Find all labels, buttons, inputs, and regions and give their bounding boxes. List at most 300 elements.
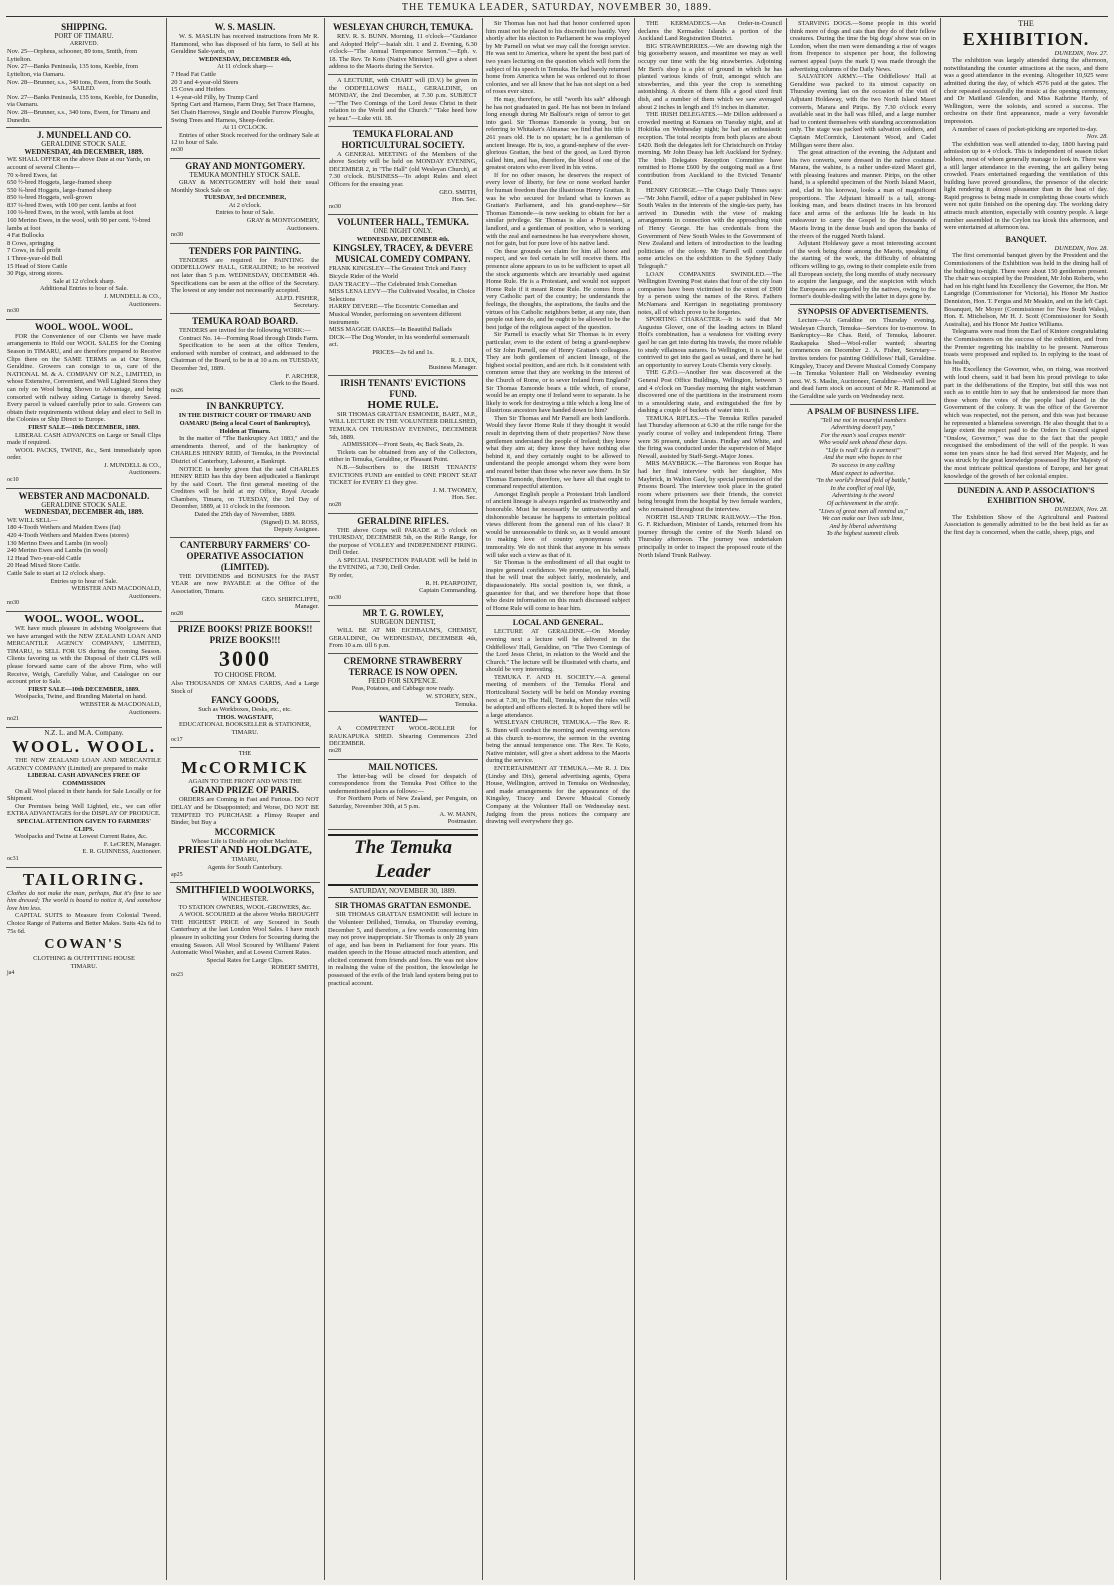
ad-body: THE above Corps will PARADE at 3 o'clock on THURSDAY, DECEMBER 5th, on the Rifle Range, for the purpose of VOLLEY and INDEPENDENT FIRING. Drill Order.: [329, 526, 477, 557]
article-paragraph: Sir Thomas is the embodiment of all that ought to inspire general confidence. We promise, on his behalf, that he will treat the subject fairly, moderately, and dispassionately. His social position is, we think, a guarantee for that, and we therefore hope that those who desire information on this much discussed subject of Home Rule will come to hear him.: [486, 559, 630, 612]
ad-line: Cattle Sale to start at 12 o'clock sharp.: [7, 570, 106, 577]
ad-body: WE have much pleasure in advising Woolgrowers that we have arranged with the NEW ZEALAND LOAN AND MERCANTILE AGENCY COMPANY, LIMITED, TIMARU, to SELL FOR US during the coming Season. Clients favoring us with the Disposal of their CLIPS will please forward same care of the above Firm, who will Receive, Weigh, Carefully Value, and Catalogue on our account prior to Sale.: [7, 624, 161, 686]
dateline: DUNEDIN, Nov. 28.: [1054, 244, 1108, 252]
shipping-line: Nov. 28—Brunner, s.s., 340 tons, Ewen, from the South.: [7, 78, 152, 86]
poem-title: A PSALM OF BUSINESS LIFE.: [790, 404, 936, 417]
ad-body: Peas, Potatoes, and Cabbage now ready.: [351, 685, 455, 693]
ad-subtitle: ONE NIGHT ONLY.: [373, 227, 433, 236]
ad-title: W. S. MASLIN.: [214, 22, 276, 32]
poem-line: And by liberal advertising: [829, 522, 897, 530]
column-7: [944, 20, 1108, 1580]
ad-body: FOR the Convenience of our Clients we have made arrangements to Hold our WOOL SALES for the Coming Season in TIMARU, and are therefore prepared to Receive Clips there on the SAME TERMS as at Our Stores, Geraldine. Growers can consign to us, care of the NATIONAL M. & A. COMPANY OF N.Z., LIMITED, in whose Extensive, Convenient, and Well Lighted Stores they can rely on Wool being Shown to Advantage, and being consorted with railway siding Cartage is thereby Saved. Every parcel is valued carefully prior to sale. Growers can obtain their requirements without delay and elect to Sell in the Colonies or Ship Direct to Europe.: [7, 332, 161, 424]
ad-subtitle: SURGEON DENTIST,: [370, 618, 436, 627]
ad-line: 130 Merino Ewes and Lambs (in wool): [7, 539, 108, 547]
poem-line: We can make our lives sub lime,: [822, 515, 904, 523]
ad-line: 650 ½-bred Hoggets, large-framed sheep: [7, 179, 112, 187]
news-paragraph: A number of cases of pocket-picking are reported to-day.: [952, 125, 1098, 133]
bankruptcy-notice: [170, 399, 320, 538]
ad-signature: GRAY & MONTGOMERY,: [246, 217, 319, 225]
ad-line: 20 3 and 4-year-old Steers: [171, 78, 239, 86]
ad-signature-role: Auctioneers.: [128, 708, 161, 716]
ad-title: SMITHFIELD WOOLWORKS,: [175, 885, 315, 897]
ad-signature: GEO. SHIRTCLIFFE,: [261, 595, 319, 603]
ad-body: A COMPETENT WOOL-ROLLER for RAUKAPUKA SHED. Shearing Commences 23rd DECEMBER.: [329, 725, 477, 748]
ad-body: On all Wool placed in their hands for Sale Locally or for Shipment.: [7, 787, 161, 803]
ad-body: W. S. MASLIN has received instructions from Mr R. Hammond, who has disposed of his farm, to Sell at his Geraldine Sale-yards, on: [171, 33, 319, 56]
page-header: THE TEMUKA LEADER, SATURDAY, NOVEMBER 30, 1889.: [401, 2, 713, 13]
ad-ref: no30: [171, 232, 183, 239]
tenders-painting-ad: [170, 244, 320, 314]
prize-books-ad: [170, 622, 320, 748]
ad-title: TEMUKA FLORAL AND HORTICULTURAL SOCIETY.: [341, 128, 465, 150]
ad-time: At 11 O'CLOCK.: [222, 124, 268, 132]
ad-headline: McCORMICK: [181, 757, 309, 777]
ad-ref: ap25: [171, 871, 183, 878]
ad-signature: (Signed) D. M. ROSS,: [261, 518, 319, 526]
news-paragraph: WESLEYAN CHURCH, TEMUKA.—The Rev. R. S. Bunn will conduct the morning and evening services at this church to-morrow, the sermon in the evening being the annual temperance one. The Rev. Te Koto, Native minister, will give a short address to the Maoris during the service.: [486, 719, 630, 765]
ad-line: Sale at 12 o'clock sharp.: [52, 277, 116, 285]
ad-line: Spring Cart and Harness, Farm Dray, Set Trace Harness, Set Chain Harrows, Single and Double Furrow Ploughs, Swing Trees and Harness, Sheep-feeder.: [171, 101, 316, 124]
ad-highlight: LIBERAL CASH ADVANCES FREE OF COMMISSION: [27, 772, 141, 788]
news-paragraph: MRS MAYBRICK.—The Baroness von Roque has had her final interview with her daughter, Mrs Maybrick, in Walton Gaol, by special permission of the Prisons Board. The interview took place in the grated room where prisoners see their friends, the convict being brought from the hospital by two female warders, who remained throughout the interview.: [638, 460, 782, 513]
ad-title: MAIL NOTICES.: [368, 761, 438, 772]
cremorne-ad: [328, 654, 478, 712]
ad-headline: TAILORING.: [22, 869, 146, 889]
sailed-label: SAILED.: [72, 86, 96, 93]
news-paragraph: Telegrams were read from the Earl of Kintore congratulating the Commissioners on the success of the exhibition, and from the Premier regretting his inability to be present. Numerous toasts were proposed and replied to. In replying to the toast of his health,: [944, 328, 1108, 366]
floral-society-ad: [328, 127, 478, 216]
issue-date: SATURDAY, NOVEMBER 30, 1889.: [328, 888, 478, 899]
ad-subtitle: TO STATION OWNERS, WOOL-GROWERS, &c.: [178, 903, 312, 911]
ad-subtitle: AGAIN TO THE FRONT AND WINS THE: [188, 777, 302, 785]
ad-line: Additional Entries to hour of Sale.: [39, 285, 129, 293]
news-paragraph: The exhibition was largely attended during the afternoon, notwithstanding the counter attractions at the races, and there was a good attendance in the evening. Altogether 10,925 were admitted during the day, of which 4576 paid at the gates. The choir repeated successfully the music at the opening ceremony, and Dr Maitland Glendon, and Miss Kathrine Hardy, of Wellington, were the soloists, and scored a success. The orchestra on their first appearance, made a very favorable impression.: [944, 57, 1108, 125]
ad-line: 12 Head Two-year-old Cattle: [7, 554, 82, 562]
wesleyan-church-ad: [328, 20, 478, 75]
ad-title: WEBSTER AND MACDONALD.: [18, 490, 150, 501]
ad-title: PRIZE BOOKS! PRIZE BOOKS!! PRIZE BOOKS!!!: [177, 624, 313, 646]
ad-body: REV. R. S. BUNN. Morning, 11 o'clock—"Guidance and Adopted Help"—Isaiah xlii. 1 and 2. Evening, 6.30 o'clock—"The Annual Temperance Sermon."—Eph. v. 18. The Rev. Te Koto (Native Minister) will give a short address to the Maoris during the Service.: [329, 33, 477, 71]
shipping-notice: [6, 20, 162, 128]
ad-signature-role: EDUCATIONAL BOOKSELLER & STATIONER, TIMARU.: [178, 721, 312, 736]
tailoring-ad: [6, 868, 162, 981]
poem-line: Advertising is the sword: [832, 492, 894, 500]
ad-line: 7 Cows, in full profit: [7, 247, 61, 255]
road-board-ad: [170, 314, 320, 399]
ad-line: 7 Head Fat Cattle: [171, 70, 216, 78]
ad-highlight: GRAND PRIZE OF PARIS.: [190, 785, 299, 796]
ad-highlight: FANCY GOODS,: [211, 695, 279, 706]
article-paragraph: He may, therefore, be still "worth his salt" although he has not graduated in gaol. He has not been in Ireland long enough during Mr Balfour's reign of terror to get into gaol. Sir Thomas Esmonde is young, but on referring to Whitaker's Almanac we find that his title is 261 years old. He is no upstart; he is a gentleman of ancient lineage. He is, too, a grand-nephew of the ever-glorious Grattan, the best of the good, as Lord Byron called him, and has, therefore, the blood of one of the greatest orators who ever lived in his veins.: [486, 95, 630, 172]
ad-signature-role: Secretary.: [293, 302, 319, 310]
ad-body: A GENERAL MEETING of the Members of the above Society will be held on MONDAY EVENING, DECEMBER 2, in "The Hall" (old Wesleyan Church), at 7.30 o'clock. BUSINESS—To adopt Rules and elect Officers for the ensuing year.: [329, 150, 477, 188]
dateline: Nov. 28.: [1086, 133, 1108, 141]
smithfield-ad: [170, 883, 320, 983]
ad-body: Contract No. 14—Forming Road through Dinds Farm.: [179, 334, 319, 342]
ad-body: THE NEW ZEALAND LOAN AND MERCANTILE AGENCY COMPANY (Limited) are prepared to make: [7, 757, 161, 772]
ad-ref: oc17: [171, 736, 183, 743]
news-paragraph: HENRY GEORGE.—The Otago Daily Times says:—"Mr John Farrell, editor of a paper published in New South Wales in the interests of the single-tax party, has arrived in Dunedin with the view of making arrangements in connection with the approaching visit of Henry George. He has credentials from the Government of New South Wales to the Government of New Zealand and letters of introduction to the leading politicians of the colony. Mr Farrell will contribute some articles on the exhibition to the Sydney Daily Telegraph.": [638, 187, 782, 270]
header-rule: [6, 16, 1108, 17]
ad-line: 160 Merino Ewes, in the wool, with 90 per cent. ½-bred lambs at foot: [7, 217, 151, 232]
ad-title: N.Z. L. and M.A. Company.: [44, 728, 124, 737]
ad-line: 240 Merino Ewes and Lambs (in wool): [7, 547, 108, 555]
ad-headline: KINGSLEY, TRACEY, & DEVERE MUSICAL COMEDY COMPANY.: [333, 243, 473, 265]
wool-sales-ad: [6, 320, 162, 489]
ad-date: FIRST SALE—10th DECEMBER, 1889.: [28, 685, 140, 693]
shipping-port: PORT OF TIMARU.: [54, 32, 114, 40]
ad-line: 30 Pigs, strong stores.: [7, 270, 64, 278]
column-divider: [482, 18, 483, 1580]
ad-signature-role: Hon. Sec.: [451, 196, 477, 204]
ad-ref: no28: [171, 610, 183, 617]
ad-ref: no23: [171, 972, 183, 979]
ad-signature-role: Auctioneers.: [128, 300, 161, 308]
ad-date: WEDNESDAY, 4th DECEMBER, 1889.: [24, 147, 144, 156]
ad-body: Woolpacks and Twine at Lowest Current Rates, &c.: [15, 833, 148, 841]
ad-line: 20 Head Mixed Store Cattle.: [7, 562, 81, 570]
ad-subtitle: GERALDINE STOCK SALE.: [41, 140, 127, 149]
mundell-stock-sale-ad: [6, 128, 162, 320]
ad-body: Special Rates for Large Clips.: [206, 956, 284, 964]
ad-line: 837 ¼-bred Ewes, with 100 per cent. lambs at foot: [7, 201, 137, 209]
news-paragraph: SPORTING CHARACTER.—It is said that Mr Augustus Glover, one of the leading actors in Bland Holt's combination, has a weakness for visiting every gaol he can get into during his travels, the more reliable to study villainous natures. In Wellington, it is said, he contrived to get into the gaol as usual, and there he had an opportunity to survey Louis Chemis very closely.: [638, 316, 782, 369]
article-paragraph: On these grounds we claim for him all honor and respect, and we feel certain he will receive them. His presence alone appears to us to be sufficient to upset all the stock arguments which are invariably used against Home Rule. He is a Protestant, and would not support Home Rule if it meant Rome Rule. He comes from a very Catholic part of the country; he understands the feelings, the thoughts, the aspirations, the faults and the virtues of his Catholic neighbors better, at any rate, than people out here do, and he ought to be allowed to be the best judge of the religious aspect of the question.: [486, 247, 630, 331]
ad-title: MR T. G. ROWLEY,: [362, 608, 444, 619]
ad-line: 1 Three-year-old Bull: [7, 255, 63, 263]
column-6: [790, 20, 936, 1580]
ad-signature: WEBSTER & MACDONALD,: [79, 700, 161, 708]
news-paragraph: THE IRISH DELEGATES.—Mr Dillon addressed a crowded meeting at Kumara on Tuesday night, and at Hokitika on Wednesday night; he had an enthusiastic reception. The total receipts from both places are about £420. Both the delegates left for Christchurch on Friday morning. Mr John Deasy has left Auckland for Sydney. The Irish Delegates Reception Committee have remitted to Home £600 by the outgoing mail as a first contribution from Auckland to the Evicted Tenants' Fund.: [638, 111, 782, 187]
shipping-line: Nov. 27—Banks Peninsula, 135 tons, Keeble, for Dunedin, via Oamaru.: [7, 93, 159, 109]
news-paragraph: THE KERMADECS.—An Order-in-Council declares the Kermadec Islands a portion of the Auckland Land Registration District.: [638, 20, 782, 43]
ad-subtitle: FEED FOR SIXPENCE.: [368, 676, 438, 685]
ad-body: N.B.—Subscribers to the IRISH TENANTS' EVICTIONS FUND are entitled to ONE FRONT SEAT TICKET for EVERY £1 they give.: [329, 463, 477, 487]
column-divider: [166, 18, 167, 1580]
article-paragraph: If for no other reason, he deserves the respect of every lover of liberty, for few or none worked harder for human freedom than the illustrious Henry Grattan. It was he who secured for Ireland what is known as Grattan's Parliament, and his grand-nephew—Sir Thomas Esmonde—is now seeking to obtain for her a similar privilege. Sir Thomas is also a Protestant, a landlord, and a gentleman of position, who is working with the zeal and earnestness he has everywhere shown, not for gain, but for pure love of his native land.: [486, 171, 630, 248]
wanted-ad: [328, 712, 478, 759]
ad-title: TENDERS FOR PAINTING.: [188, 245, 302, 256]
ad-signature: R. H. PEARPOINT,: [425, 579, 477, 587]
ad-line: 15 Head of Store Cattle: [7, 262, 68, 270]
ad-signature-role: Deputy Assignee.: [273, 526, 319, 534]
news-paragraph: The Exhibition Show of the Agricultural and Pastoral Association is generally admitted to be the best held as far as the first day is concerned, when the cattle, sheep, pigs, and: [944, 513, 1108, 537]
ad-body: Entries of other Stock received for the ordinary Sale at 12 to hour of Sale.: [171, 131, 319, 147]
ad-signature-role: Business Manager.: [428, 364, 477, 372]
dateline: DUNEDIN, Nov. 28.: [1054, 506, 1108, 514]
ad-prefix: THE: [238, 750, 252, 758]
news-paragraph: The great attraction of the evening, the Adjutant and his two converts, were dressed in the native costume. Marara, the wahine, is a rather under-sized Maori girl, with pleasing features and manner. Pirips, on the other hand, is a splendid specimen of the North Island Maori, and, clad in his korowai, looks a man of magnificent proportions. The Adjutant himself is a tall, strong-looking man, and bears distinct traces in his bronzed face and arms of the arduous life he leads in his endeavour to carry the Gospel to the thousands of Maoris living in the dense bush and upon the banks of the rivers of the rugged North Island.: [790, 149, 936, 240]
poem-line: Who would seek ahead these days.: [818, 439, 908, 447]
news-paragraph: TEMUKA F. AND H. SOCIETY.—A general meeting of members of the Temuka Floral and Horticultural Society will be held on Monday evening next at 7.30, in The Hall, Temuka, when the rules will be adopted and officers elected. It is hoped there will be a large attendance.: [486, 673, 630, 719]
poem-line: "In the world's broad field of battle,": [815, 477, 911, 485]
ad-subtitle: CLOTHING & OUTFITTING HOUSE: [33, 955, 135, 963]
shipping-line: Nov. 27—Banks Peninsula, 135 tons, Keeble, from Lyttelton, via Oamaru.: [7, 63, 138, 78]
ad-date: WEDNESDAY, DECEMBER 4th, 1889.: [24, 508, 144, 517]
ad-headline: 3000: [219, 646, 271, 672]
webster-stock-sale-ad: [6, 489, 162, 612]
ad-ref: ja4: [7, 970, 15, 977]
ad-line: Entries up to hour of Sale.: [50, 577, 118, 585]
ad-signature: A. W. MANN,: [439, 810, 477, 818]
ad-title: CANTERBURY FARMERS' CO-OPERATIVE ASSOCIATION (LIMITED).: [179, 539, 311, 572]
ad-body: A WOOL SCOURED at the above Works BROUGHT THE HIGHEST PRICE of any Scoured in South Canterbury at the last London Wool Sales. I have much pleasure in soliciting your Orders for Scouring during the ensuing Season. All Wool Scoured by Williams' Patent Automatic Wool Washer, and at Lowest Current Rates.: [171, 911, 319, 957]
maslin-ad: [170, 20, 320, 159]
ad-body: Our Premises being Well Lighted, etc., we can offer EXTRA ADVANTAGES for the DISPLAY OF PRODUCE.: [7, 802, 161, 818]
section-title: LOCAL AND GENERAL.: [486, 615, 630, 628]
ad-verse: Clothes do not make the man, perhaps, But it's fine to see him dressed; The world is bound to notice it, And somehow love him less.: [7, 889, 161, 912]
ad-body: Also THOUSANDS OF XMAS CARDS, And a Large Stock of: [171, 680, 319, 695]
ad-body: The letter-bag will be closed for despatch of correspondence from the Temuka Post Office to the undermentioned places as follows:—: [329, 772, 477, 795]
ad-highlight: SPECIAL ATTENTION GIVEN TO FARMERS' CLIPS.: [16, 818, 152, 833]
ad-ref: no21: [7, 716, 19, 723]
ad-title: WESLEYAN CHURCH, TEMUKA.: [332, 22, 474, 32]
ad-signature-role: Auctioneers.: [128, 469, 161, 477]
ad-line: FRANK KINGSLEY—The Greatest Trick and Fancy Bicycle Rider of the World: [329, 265, 467, 281]
ad-body: Woolpacks, Twine, and Branding Material on hand.: [15, 693, 147, 701]
ad-time: At 2 o'clock.: [228, 201, 262, 209]
ad-signature: PRIEST AND HOLDGATE,: [178, 844, 312, 857]
ad-signature: F. LeCREN, Manager.: [103, 840, 161, 848]
poem-line: "Tell me not in mournful numbers: [819, 416, 907, 424]
column-2: [170, 20, 320, 1580]
ad-title: WOOL. WOOL. WOOL.: [24, 612, 144, 625]
poem-line: "Life is real! Life is earnest!": [825, 446, 901, 454]
ad-prices: PRICES—2s 6d and 1s.: [372, 349, 434, 356]
ad-ref: oc10: [7, 477, 19, 484]
ad-line: 100 ¼-bred Ewes, in the wool, with lambs at foot: [7, 209, 134, 217]
article-paragraph: Amongst English people a Protestant Irish landlord of ancient lineage is always regarded as trustworthy and honorable. Must he necessarily be untrustworthy and dishonorable because he happens to entertain political views different from the general run of his class? It would be unreasonable to think so, as it would amount to making love of country synonymous with immorality. We do not think that anyone in his senses will take such a view as that of it.: [486, 490, 630, 559]
poem-line: In the conflict of real life,: [830, 484, 896, 492]
ad-signature-role: Auctioneers.: [128, 592, 161, 600]
column-3: [328, 20, 478, 1580]
ad-signature: W. STOREY, SEN.,: [425, 693, 477, 700]
news-paragraph: THE G.P.O.—Another fire was discovered at the General Post Office Buildings, Wellington, between 3 and 4 o'clock on Tuesday morning the night watchman discovered one of the partitions in the instrument room in a smouldering state, and extinguished the fire by dashing a couple of buckets of water into it.: [638, 369, 782, 415]
shipping-line: Nov. 25—Orpheus, schooner, 89 tons, Smith, from Lyttelton.: [7, 48, 138, 63]
leader-headline: SIR THOMAS GRATTAN ESMONDE.: [334, 901, 472, 911]
news-paragraph: STARVING DOGS.—Some people in this world think more of dogs and cats than they do of their fellow creatures. During the time the big dogs' show was on in London, when the men were demanding a rise of wages from fivepence to sixpence per hour, the following earnest appeal (says the mark I) was made through the advertising columns of the Daily News.: [790, 20, 936, 73]
poem-line: Advertising doesn't pay,": [831, 424, 895, 432]
ad-body: Whose Life is Double any other Machine.: [191, 837, 299, 845]
ad-title: TEMUKA ROAD BOARD.: [192, 316, 298, 326]
ad-ref: no30: [171, 146, 183, 153]
ad-headline: HOME RULE.: [367, 398, 439, 411]
ad-body: SIR THOMAS GRATTAN ESMONDE, BART., M.P., WILL LECTURE IN THE VOLUNTEER DRILLSHED, TEMUKA ON THURSDAY EVENING, DECEMBER 5th, 1889.: [329, 410, 477, 441]
ad-body: ORDERS are Coming in Fast and Furious. DO NOT DELAY and be Disappointed; and Worse, DO NOT BE TEMPTED TO PURCHASE a Flimsy Reaper and Binder, but Buy a: [171, 796, 319, 827]
section-title: SYNOPSIS OF ADVERTISEMENTS.: [790, 304, 936, 317]
comedy-company-ad: [328, 215, 478, 376]
ad-title: J. MUNDELL AND CO.: [37, 130, 131, 141]
ad-ref: no28: [329, 747, 341, 754]
ad-line: MISS MAGGIE OAKES—In Beautiful Ballads: [329, 326, 452, 334]
ad-time: At 11 o'clock sharp—: [217, 63, 273, 71]
poem-line: Must expect to advertise.: [831, 469, 895, 477]
ad-subtitle: WINCHESTER.: [221, 895, 269, 904]
ad-body: In the matter of "The Bankruptcy Act 1883," and the amendments thereof, and of the bankruptcy of CHARLES HENRY REID, of Temuka, in the Provincial District of Canterbury, Labourer, a Bankrupt.: [171, 435, 319, 465]
leader-paragraph: SIR THOMAS GRATTAN ESMONDE will lecture in the Volunteer Drillshed, Temuka, on Thursday evening, December 5, and therefore, a few words concerning him may not prove inappropriate. Sir Thomas is only 28 years of age, and has been in Parliament for four years. His maiden speech in the House attracted much attention, and elicited comment from friends and foes. He was not slow in realising the value of the position, the knowledge he possessed of the evils of the Irish land system being put to practical account.: [328, 911, 478, 987]
ad-signature: E. R. GUINNESS, Auctioneer.: [82, 848, 161, 856]
ad-signature: THOS. WAGSTAFF,: [216, 713, 274, 721]
ad-title: CREMORNE STRAWBERRY TERRACE IS NOW OPEN.: [343, 655, 463, 677]
ad-date: WEDNESDAY, DECEMBER 4th.: [356, 235, 450, 243]
poem-line: Of achievement in the strife.: [826, 500, 900, 508]
ad-line: HARRY DEVERE—The Eccentric Comedian and Musical Wonder, performing on seventeen different instruments: [329, 303, 462, 326]
ad-line: DAN TRACEY—The Celebrated Irish Comedian: [329, 280, 457, 288]
ad-signature: J. MUNDELL & CO.,: [104, 293, 161, 300]
poem-line: To the highest summit climb.: [826, 530, 900, 538]
column-divider: [786, 18, 787, 1580]
ad-ref: no26: [171, 387, 183, 394]
ad-body: TENDERS are required for PAINTING the ODDFELLOWS' HALL, GERALDINE; to be received not later than 5 p.m. WEDNESDAY, DECEMBER 4th. Specifications can be seen at the office of the Secretary. The lowest or any tender not necessarily accepted.: [171, 256, 319, 295]
ad-body: THE DIVIDENDS and BONUSES for the PAST YEAR are now PAYABLE at the Office of the Association, Timaru.: [171, 572, 319, 596]
ad-signature: ALFD. FISHER,: [275, 294, 319, 302]
news-paragraph: TEMUKA RIFLES.—The Temuka Rifles paraded last Thursday afternoon at 6.30 at the rifle range for the yearly course of volley and independent firing. There were 36 present, under Lieuts. Findlay and White, and the firing was conducted under the supervision of Major Newall, assisted by Staff-Sergt.-Major Jones.: [638, 414, 782, 460]
poem-line: And the man who hopes to rise: [823, 454, 903, 462]
newspaper-nameplate: The Temuka Leader: [328, 834, 478, 886]
ad-ref: no28: [329, 501, 341, 508]
ad-signature-role: Hon. Sec.: [451, 494, 477, 502]
ad-signature-role: Temuka.: [454, 700, 477, 708]
mccormick-ad: [170, 748, 320, 883]
ad-signature: J. MUNDELL & CO.,: [104, 461, 161, 469]
article-paragraph: Sir Parnell is exactly what Sir Thomas is in every particular, even to the extent of being a grand-nephew of Sir John Parnell, one of Henry Grattan's colleagues. They are both gentlemen of ancient lineage, of the highest social position, and are rich. Is it consistent with common sense that they are working in the interest of the Church of Rome, or to sever Ireland from England? Sir Thomas Esmonde bears a title which, of course, would be an empty one if Ireland were to separate. Is he likely to work for destroying a title which a long line of illustrious ancestors have handed down to him?: [486, 331, 630, 415]
news-paragraph: Lecture—At Geraldine on Thursday evening. Wesleyan Church, Temuka—Services for to-morrow. In Bankruptcy—Re Chas. Reid, of Temuka, labourer. Raukapuka Shed—Wool-roller wanted; shearing commences on December 2. A. Fisher, Secretary—Invites tenders for painting Oddfellows' Hall, Geraldine. Kingsley, Tracey and Devere Musical Comedy Company—In Temuka Volunteer Hall on Wednesday evening next. W. S. Maslin, Auctioneer, Geraldine—Will sell live and dead farm stock on account of Mr R. Hammond at the Geraldine sale yards on Wednesday next.: [790, 316, 936, 400]
column-5: [638, 20, 782, 1580]
ad-body: Tickets can be obtained from any of the Collectors, either in Temuka, Geraldine, or Pleasant Point.: [329, 448, 477, 464]
ad-line: 70 x-bred Ewes, fat: [7, 171, 58, 179]
ad-ref: no30: [7, 600, 19, 607]
ad-ref: no30: [329, 203, 341, 210]
ad-body: GRAY & MONTGOMERY will hold their usual Monthly Stock Sale on: [171, 179, 319, 194]
ad-title: GRAY AND MONTGOMERY.: [185, 160, 305, 171]
ad-body: NOTICE is hereby given that the said CHARLES HENRY REID has this day been adjudicated a Bankrupt by the said Court. The first general meeting of the Creditors will be held at my Office, Royal Arcade Chambers, Timaru, on TUESDAY, the 3rd Day of December, 1889, at 11 o'clock in the forenoon.: [171, 465, 319, 511]
ad-subtitle: TEMUKA MONTHLY STOCK SALE.: [189, 170, 301, 179]
ad-body: Entries to hour of Sale.: [215, 209, 275, 217]
ad-signature: R. J. DIX,: [450, 356, 477, 364]
ad-prices: ADMISSION—Front Seats, 4s; Back Seats, 2s.: [342, 441, 464, 449]
ad-signature-role: Clerk to the Board.: [270, 380, 319, 388]
gray-montgomery-ad: [170, 159, 320, 244]
ad-title: GERALDINE RIFLES.: [357, 515, 449, 526]
shipping-title: SHIPPING.: [61, 22, 107, 32]
home-rule-lecture-ad: [328, 376, 478, 514]
ad-body: LIBERAL CASH ADVANCES on Large or Small Clips made if required.: [7, 431, 161, 447]
ad-date: Dated the 25th day of November, 1889.: [194, 511, 296, 519]
ad-body: Such as Workboxes, Desks, etc., etc.: [198, 706, 292, 714]
ad-body: WOOL PACKS, TWINE, &c., Sent immediately upon order.: [7, 446, 161, 462]
ad-signature: GEO. SMITH,: [439, 188, 477, 196]
ad-ref: oc31: [7, 856, 19, 862]
ad-line: 180 4-Tooth Wethers and Maiden Ewes (fat): [7, 524, 121, 532]
poem-line: To success in any calling: [831, 462, 895, 470]
news-paragraph: His Excellency the Governor, who, on rising, was received with loud cheers, said it had been his proud privilege to take part in the deliberations of the Empire, but still this was not such as to entitle him to say that he understood far more than those whom the votes of the people had placed in the Government of the colony. It was the office of the Governor which was respected, not the person, and this was just because he represented a blameless sovereign. He also thought that to a large extent the respect paid to the Orders in Council signed "Onslow, Governor," was due to the fact that the people recognised the embodiment of the will of the people. It was some ten years since he had first served Her Majesty, and he was struck by the great knowledge possessed by Her Majesty of the most intricate political questions of Europe, and her great knowledge of the growth of her colonial empire.: [944, 366, 1108, 480]
ad-town: TIMARU,: [231, 856, 259, 864]
news-paragraph: LECTURE AT GERALDINE.—On Monday evening next a lecture will be delivered in the Oddfellows' Hall, Geraldine, on "The Two Comings of the Lord Jesus Christ, in relation to the World and the Church." The lecture will be illustrated with charts, and should be very interesting.: [486, 628, 630, 674]
ad-date: WEDNESDAY, DECEMBER 4th,: [198, 55, 292, 63]
article-paragraph: Sir Thomas has not had that honor conferred upon him must not be placed to his discredit too hastily. Very shortly after his election to Parliament he was employed by Mr Parnell on what we may call the foreign service. He was sent to America, where he spent the best part of two years lecturing on the question which will form the subject of his speech in Temuka. He had barely returned home from America when he was ordered out to those colonies, and we all know that he has not slept on a bed of roses ever since.: [486, 20, 630, 96]
ad-body: Specification to be seen at the office Tenders, endorsed with number of contract, and addressed to the Chairman of the Board, to be in at 10 a.m. on TUESDAY, December 3rd, 1889.: [171, 342, 319, 372]
dateline: DUNEDIN, Nov. 27.: [1054, 49, 1108, 57]
nzla-ad: [6, 728, 162, 868]
ad-subtitle: TO CHOOSE FROM.: [213, 671, 277, 680]
section-headline: EXHIBITION.: [962, 28, 1090, 49]
news-paragraph: NORTH ISLAND TRUNK RAILWAY.—The Hon. G. F. Richardson, Minister of Lands, returned from his journey through the centre of the North Island on Thursday afternoon. The journey was undertaken principally in order to inspect the proposed route of the North Island Trunk Railway.: [638, 513, 782, 559]
ad-body: A SPECIAL INSPECTION PARADE will be held in the EVENING, at 7.30, Drill Order.: [329, 556, 477, 572]
ad-line: WE WILL SELL—: [7, 516, 58, 524]
dentist-ad: [328, 606, 478, 653]
poem-line: For the man's soul crapes mentir: [820, 431, 906, 439]
news-paragraph: The first ceremonial banquet given by the President and the Commissioners of the Exhibition was held in the dining hall of the building to-night. There were about 150 gentlemen present. The chair was occupied by the President, Mr John Roberts, who had on his right hand his Excellency the Governor, the Hon. Mr Langridge (Commissioner for Victoria), his Honor Mr Justice Denniston, Hon. T. Fergus and Mr Meakin, and on the left Capt. Bosanquet, Mr Moyer (Commissioner for New South Wales), Hon. E. Mitchelson, Mr H. J. Scott (Commissioner for South Australia), and his Honor Mr Justice Williams.: [944, 252, 1108, 328]
ad-subtitle: GERALDINE STOCK SALE.: [41, 500, 127, 509]
ad-title: IN BANKRUPTCY.: [206, 401, 284, 412]
column-1: [6, 20, 162, 1580]
ad-body: CAPITAL SUITS to Measure from Colonial Tweed. Choice Range of Patterns and Better Makes. Suits 42s 6d to 75s 6d.: [7, 912, 161, 935]
ad-signature-role: Auctioneers.: [286, 224, 319, 232]
ad-headline: WOOL. WOOL.: [11, 737, 156, 757]
ad-body: TENDERS are invited for the following WORK:—: [179, 327, 311, 334]
canterbury-farmers-ad: [170, 538, 320, 623]
ad-town: TIMARU.: [70, 962, 98, 970]
ad-title: WANTED—: [378, 714, 428, 725]
lecture-ad: [328, 75, 478, 127]
arrived-label: ARRIVED.: [69, 40, 99, 47]
ad-signature-role: Postmaster.: [447, 818, 477, 826]
news-paragraph: The exhibition was well attended to-day, 1800 having paid admission up to 4 o'clock. This is independent of season ticket holders, most of whom generally manage to look in. There was a still larger attendance in the evening, the art gallery being crowded. Fears entertained regarding the ventilation of this building have proved groundless, the presence of the electric light rendering it almost pleasanter than in the heat of day. Rapid progress is being made in completing those courts which were not quite finished on the opening day. The working dairy attracts much attention, especially with country people. A large number assembled in the Ceylon tea kiosk this afternoon, and were entertained at afternoon tea.: [944, 140, 1108, 232]
ad-ref: no30: [7, 308, 19, 315]
ad-signature: J. M. TWOMEY,: [433, 486, 477, 494]
section-title: DUNEDIN A. AND P. ASSOCIATION'S EXHIBITION SHOW.: [944, 483, 1108, 506]
ad-body: WILL BE AT MR EICHBAUM'S, CHEMIST, GERALDINE, On WEDNESDAY, DECEMBER 4th, From 10 a.m. till 6 p.m.: [329, 627, 477, 650]
news-paragraph: BIG STRAWBERRIES.—We are drawing nigh the big gooseberry season, and meantime we may as well occupy our time with the big strawberries. Adjoining Mr Beri's shop is a plot of ground in which he has planted various kinds of fruit, amongst which are strawberries, and this year the crop is something astonishing. A dozen of them fills a good sized fruit dish, and a number of them which we saw averaged about 2 inches in length and 1½ inches in diameter.: [638, 42, 782, 111]
ad-signature: WEBSTER AND MACDONALD,: [71, 585, 161, 593]
ad-line: 8 Cows, springing: [7, 239, 54, 247]
ad-line: 15 Cows and Heifers: [171, 86, 225, 94]
news-paragraph: LOAN COMPANIES SWINDLED.—The Wellington Evening Post states that four of the city loan companies have been victimised to the extent of £900 by a person using the names of the Revs. Fathers McNamara and Kerrigan in negotiating promissory notes, all of which prove to be forgeries.: [638, 270, 782, 316]
ad-ref: no30: [329, 594, 341, 601]
news-paragraph: Adjutant Holdaway gave a most interesting account of the work being done among the Maoris, speaking of the starting of the work, the difficulty of obtaining officers willing to go, owing to their complete exile from all European society, the long months of study necessary to acquire the language, and the suspicion with which the Europeans are regarded by the natives, owing to the former's double-dealing with the latter in days gone by.: [790, 240, 936, 301]
ad-title: IRISH TENANTS' EVICTIONS FUND.: [340, 377, 466, 399]
column-divider: [634, 18, 635, 1580]
article-paragraph: Then Sir Thomas and Mr Parnell are both landlords. Would they favor Home Rule if they thought it would result in depriving them of their properties? Now these gentlemen understand the people of Ireland; they know what they aim at; they know they have nothing else behind it, and they certainly ought to be allowed to understand the people amongst whom they were born and reared better than those who never saw them. In Sir Thomas Esmonde, therefore, we have all that ought to command respectful attention.: [486, 414, 630, 491]
ad-line: WE SHALL OFFER on the above Date at our Yards, on account of several Clients—: [7, 156, 151, 171]
ad-brand: MCCORMICK: [214, 826, 276, 837]
section-prefix: THE: [1018, 20, 1034, 28]
column-divider: [940, 18, 941, 1580]
column-divider: [324, 18, 325, 1580]
ad-line: 550 ¾-bred Hoggets, large-framed sheep: [7, 186, 112, 194]
news-paragraph: SALVATION ARMY.—The Oddfellows' Hall at Geraldine was packed to its utmost capacity on Thursday evening last on the occasion of the visit of Adjutant Holdaway, with the two North Island Maori converts, Marara and Pirips. By 7.30 o'clock every available seat in the hall was filled, and a large number had to content themselves with standing accommodation only. The stage was packed with salvation soldiers, and Captain McCormick, Lieutenant Wood, and Cadet Milligan were there also.: [790, 73, 936, 149]
ad-body: A LECTURE, with CHART will (D.V.) be given in the ODDFELLOWS' HALL, GERALDINE, on MONDAY, the 2nd December, at 7.30 p.m. SUBJECT—"The Two Comings of the Lord Jesus Christ in their relation to the World and the Church." "Take heed how ye hear."—Luke viii. 18.: [329, 76, 477, 122]
ad-line: 4 Fat Bullocks: [7, 232, 45, 240]
shipping-line: Nov. 28—Brunner, s.s., 340 tons, Ewen, for Timaru and Dunedin.: [7, 108, 150, 124]
poem-line: "Lives of great men all remind us,": [818, 507, 908, 515]
ad-signature-role: Manager.: [295, 603, 319, 611]
mail-notices: [328, 760, 478, 830]
ad-line: MISS LENA LEVY—The Cultivated Vocalist, in Choice Selections: [329, 288, 476, 303]
ad-title: WOOL. WOOL. WOOL.: [35, 321, 133, 332]
ad-signature-role: Agents for South Canterbury.: [207, 863, 283, 871]
ad-signature: F. ARCHER,: [285, 372, 319, 380]
ad-body: By order,: [329, 572, 353, 580]
ad-signature-role: Captain Commanding.: [419, 587, 477, 595]
column-4: [486, 20, 630, 1580]
ad-body: For Northern Ports of New Zealand, per Penguin, on Saturday, November 30th, at 5 p.m.: [329, 795, 477, 810]
ad-line: 850 ¼-bred Hoggets, well-grown: [7, 194, 93, 202]
ad-brand: COWAN'S: [44, 937, 124, 953]
ad-signature: ROBERT SMITH,: [271, 964, 319, 972]
section-title: BANQUET.: [1005, 234, 1047, 244]
rifles-ad: [328, 514, 478, 607]
